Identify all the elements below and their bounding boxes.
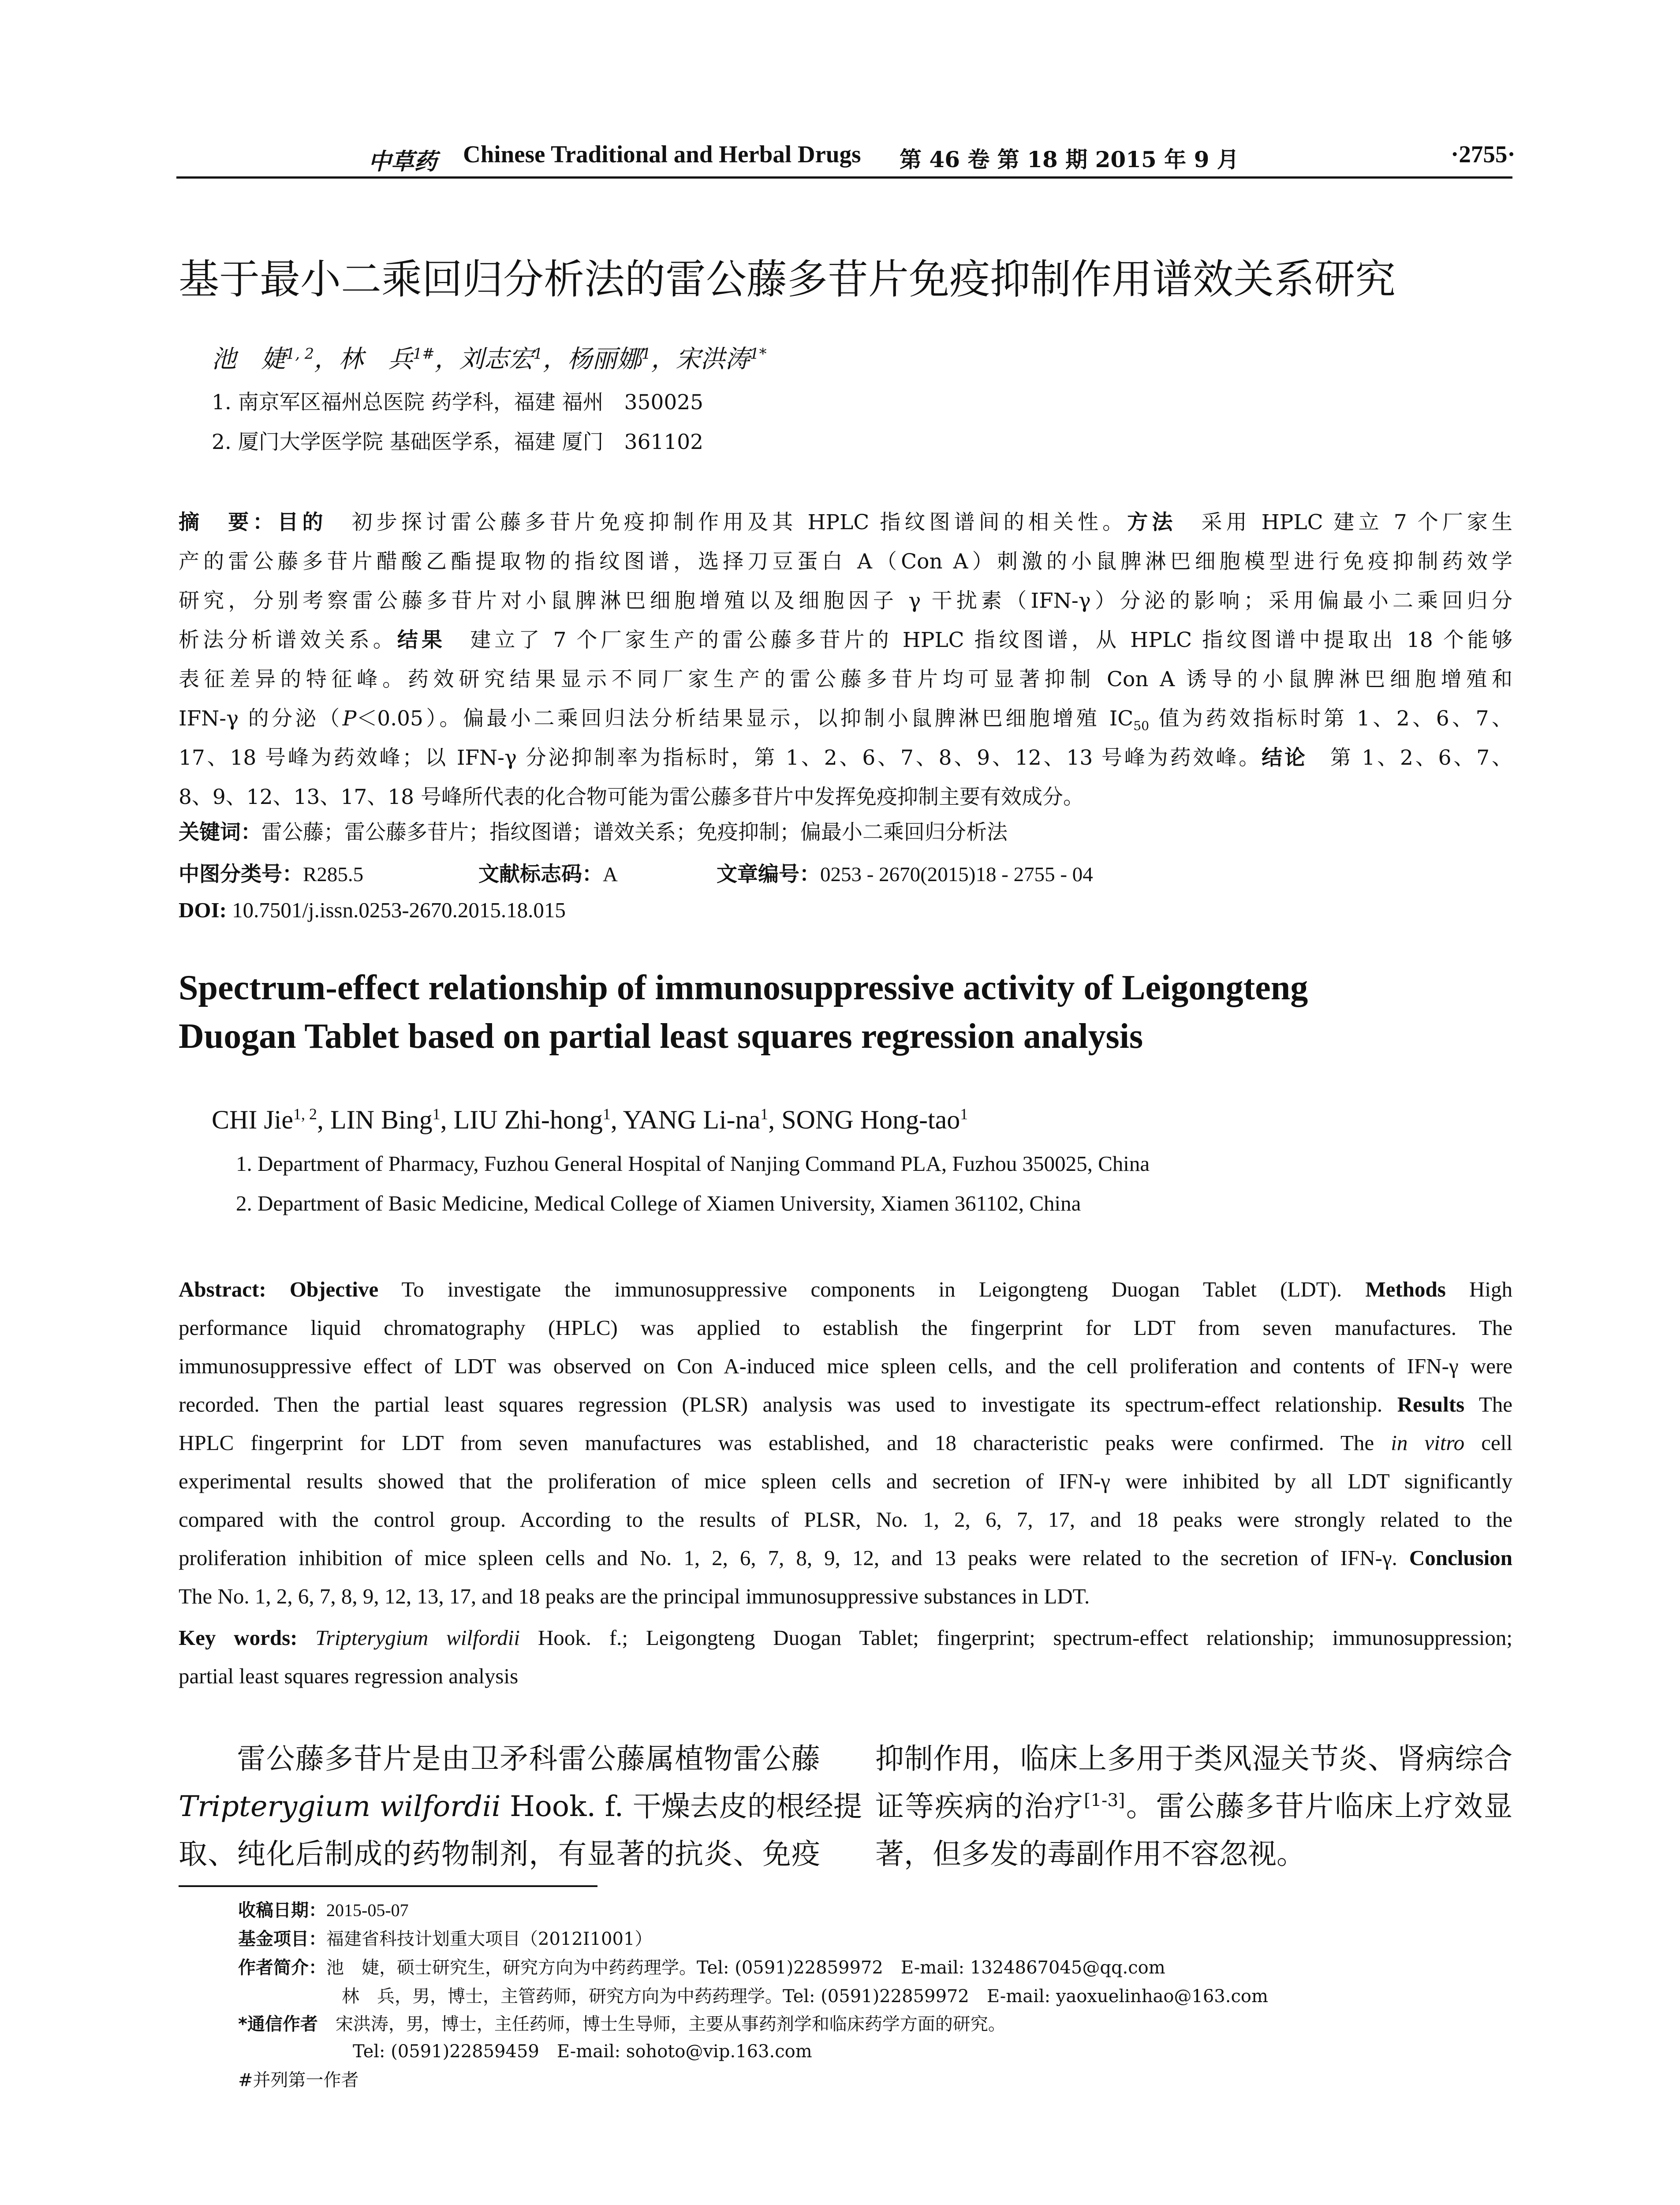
abstract-cn-line — [179, 738, 1512, 777]
author-affiliation-marker: 1 — [432, 1105, 441, 1123]
author-separator: , — [768, 1105, 782, 1134]
author-name: 杨丽娜 — [567, 345, 642, 374]
author-affiliation-marker: 1 — [533, 345, 543, 363]
header-rule — [176, 176, 1512, 179]
abstract-en-line — [179, 1385, 1512, 1424]
abstract-en-line — [179, 1308, 1512, 1347]
abstract-en — [179, 1270, 1512, 1615]
abstract-en-segment: Results — [1397, 1392, 1465, 1416]
author-separator: , — [440, 1105, 454, 1134]
abstract-cn-segment: 第 1、2、6、7、 — [1330, 746, 1512, 770]
doc-code-field — [478, 858, 618, 887]
author-affiliation-marker: 1 — [960, 1105, 968, 1123]
author-intro-label: 作者简介： — [238, 1958, 326, 1978]
abstract-cn-segment: 研究，分别考察雷公藤多苷片对小鼠脾淋巴细胞增殖以及细胞因子 γ 干扰素（IFN-γ）分泌的影响；采用偏最小二乘回归分 — [179, 589, 1512, 613]
classification-row — [179, 858, 1501, 884]
footnote-corresponding — [238, 2010, 1006, 2035]
footnote-co-first-author: #并列第一作者 — [238, 2070, 359, 2090]
author-name: CHI Jie — [212, 1105, 293, 1134]
doc-code-value: A — [603, 863, 618, 886]
running-header — [0, 140, 1680, 180]
clc-label: 中图分类号： — [179, 862, 303, 886]
abstract-cn-segment: 50 — [1133, 718, 1150, 733]
body-right-segment: 证等疾病的治疗 — [875, 1790, 1084, 1823]
author-affiliation-marker: 1 — [760, 1105, 769, 1123]
abstract-en-segment: Conclusion — [1409, 1546, 1512, 1570]
abstract-cn-segment: 结论 — [1262, 746, 1330, 770]
journal-name-en: Chinese Traditional and Herbal Drugs — [463, 141, 861, 168]
abstract-en-line — [179, 1500, 1512, 1539]
body-right-segment: 。雷公藤多苷片临床上疗效显 — [1125, 1790, 1512, 1823]
body-left-segment: 取、纯化后制成的药物制剂，有显著的抗炎、免疫 — [179, 1838, 820, 1871]
author-name: 宋洪涛 — [676, 345, 750, 374]
abstract-cn-segment: 方法 — [1127, 510, 1202, 534]
abstract-en-line — [179, 1347, 1512, 1385]
author-separator: ， — [434, 345, 459, 374]
author-affiliation-marker: 1, 2 — [286, 345, 314, 363]
abstract-en-segment: The — [1464, 1392, 1513, 1416]
article-number-field — [717, 858, 1093, 887]
keywords-en-segment: Hook. f.; Leigongteng Duogan Tablet; fingerprint; spectrum-effect relationship; immunosuppression; — [520, 1626, 1512, 1650]
author-affiliation-marker: 1* — [750, 345, 767, 363]
abstract-cn-line — [179, 581, 1512, 620]
abstract-en-segment: The No. 1, 2, 6, 7, 8, 9, 12, 13, 17, and 18 peaks are the principal immunosuppressive substances in LDT. — [179, 1584, 1090, 1608]
fund-text: 福建省科技计划重大项目（2012I1001） — [326, 1929, 653, 1949]
abstract-cn-segment: 结果 — [397, 628, 470, 652]
body-right-segment: 抑制作用，临床上多用于类风湿关节炎、肾病综合 — [875, 1742, 1512, 1775]
author-name: SONG Hong-tao — [781, 1105, 960, 1134]
abstract-en-segment: Methods — [1365, 1277, 1446, 1301]
body-right-segment: 著，但多发的毒副作用不容忽视。 — [875, 1838, 1306, 1871]
abstract-en-segment: experimental results showed that the proliferation of mice spleen cells and secretion of IFN-γ were inhibited by all LDT significantly — [179, 1469, 1512, 1493]
author-affiliation-marker: 1 — [641, 345, 651, 363]
body-left-segment: Tripterygium wilfordii — [179, 1790, 501, 1823]
abstract-cn-segment: P — [342, 706, 357, 731]
abstract-en-segment: HPLC fingerprint for LDT from seven manufactures was established, and 18 characteristic peaks were confirmed. The — [179, 1431, 1391, 1455]
footnote-fund — [238, 1925, 652, 1950]
abstract-cn-line — [179, 660, 1512, 699]
body-left-segment: Hook. f. 干燥去皮的根经提 — [500, 1790, 862, 1823]
body-left-segment: 雷公藤多苷片是由卫矛科雷公藤属植物雷公藤 — [179, 1742, 820, 1775]
abstract-cn-line — [179, 542, 1512, 581]
abstract-en-segment: in vitro — [1391, 1431, 1465, 1455]
article-number-value: 0253 - 2670(2015)18 - 2755 - 04 — [820, 863, 1093, 886]
abstract-en-segment: recorded. Then the partial least squares regression (PLSR) analysis was used to investigate its spectrum-effect relationship. — [179, 1392, 1397, 1416]
clc-value: R285.5 — [303, 863, 364, 886]
abstract-cn-segment: 析法分析谱效关系。 — [179, 628, 397, 652]
received-label: 收稿日期： — [238, 1900, 326, 1921]
abstract-cn-segment: 表征差异的特征峰。药效研究结果显示不同厂家生产的雷公藤多苷片均可显著抑制 Con A 诱导的小鼠脾淋巴细胞增殖和 — [179, 667, 1512, 691]
received-date: 2015-05-07 — [326, 1900, 409, 1920]
keywords-en-line — [179, 1618, 1512, 1657]
affiliation-cn-2: 2. 厦门大学医学院 基础医学系，福建 厦门 361102 — [212, 430, 704, 454]
doc-code-label: 文献标志码： — [478, 862, 603, 886]
abstract-en-segment: immunosuppressive effect of LDT was observed on Con A-induced mice spleen cells, and the cell proliferation and contents of IFN-γ were — [179, 1354, 1512, 1378]
keywords-en-segment: partial least squares regression analysis — [179, 1664, 519, 1688]
footnote-rule — [179, 1885, 597, 1887]
abstract-en-line — [179, 1539, 1512, 1577]
abstract-en-line — [179, 1424, 1512, 1462]
body-column-left — [179, 1735, 862, 1878]
journal-name-cn: 中草药 — [368, 148, 437, 175]
keywords-en — [179, 1618, 1512, 1695]
keywords-cn-text: 雷公藤；雷公藤多苷片；指纹图谱；谱效关系；免疫抑制；偏最小二乘回归分析法 — [261, 820, 1008, 845]
body-left-line — [179, 1735, 820, 1783]
page-number: ·2755· — [1451, 141, 1516, 168]
keywords-en-line — [179, 1657, 1512, 1695]
abstract-cn-segment: 8、9、12、13、17、18 号峰所代表的化合物可能为雷公藤多苷片中发挥免疫抑制主要有效成分。 — [179, 785, 1084, 809]
body-right-line — [875, 1735, 1512, 1783]
abstract-en-line — [179, 1462, 1512, 1500]
issue-info: 第 46 卷 第 18 期 2015 年 9 月 — [900, 146, 1239, 172]
body-column-right — [875, 1735, 1512, 1878]
doi — [179, 897, 566, 923]
authors-en — [212, 1105, 968, 1135]
abstract-cn-line — [179, 503, 1512, 542]
body-right-line — [875, 1783, 1512, 1831]
author-name: LIN Bing — [330, 1105, 433, 1134]
body-right-line — [875, 1831, 1512, 1878]
abstract-en-segment: cell — [1464, 1431, 1513, 1455]
author-separator: ， — [651, 345, 676, 374]
abstract-cn-line — [179, 620, 1512, 660]
author-name: 池 婕 — [212, 345, 286, 374]
keywords-en-segment: Key words: — [179, 1626, 316, 1650]
abstract-cn-segment: 值为药效指标时第 1、2、6、7、 — [1149, 706, 1512, 731]
abstract-cn-segment: 采用 HPLC 建立 7 个厂家生 — [1201, 510, 1513, 534]
author-name: 林 兵 — [339, 345, 413, 374]
abstract-cn-label: 摘 要： — [179, 510, 278, 534]
body-left-line — [179, 1831, 820, 1878]
abstract-en-segment: performance liquid chromatography (HPLC) was applied to establish the fingerprint for LDT from seven manufactures. The — [179, 1316, 1512, 1340]
footnote-corresponding-contact: Tel: (0591)22859459 E-mail: sohoto@vip.163.com — [353, 2041, 812, 2062]
doi-value: 10.7501/j.issn.0253-2670.2015.18.015 — [232, 898, 566, 922]
abstract-cn-line — [179, 777, 1512, 817]
abstract-cn-segment: 初步探讨雷公藤多苷片免疫抑制作用及其 HPLC 指纹图谱间的相关性。 — [351, 510, 1127, 534]
clc-field — [179, 858, 363, 887]
author-separator: , — [610, 1105, 623, 1134]
abstract-en-segment: To investigate the immunosuppressive components in Leigongteng Duogan Tablet (LDT). — [378, 1277, 1366, 1301]
body-left-line — [179, 1783, 862, 1831]
author-name: LIU Zhi-hong — [453, 1105, 603, 1134]
author-separator: ， — [314, 345, 339, 374]
keywords-en-segment: Tripterygium wilfordii — [315, 1626, 520, 1650]
abstract-cn-segment: 17、18 号峰为药效峰；以 IFN-γ 分泌抑制率为指标时，第 1、2、6、7、8、9、12、13 号峰为药效峰。 — [179, 746, 1262, 770]
abstract-en-segment: Abstract: Objective — [179, 1277, 379, 1301]
title-en-line-1: Spectrum-effect relationship of immunosuppressive activity of Leigongteng — [179, 968, 1308, 1007]
article-number-label: 文章编号： — [717, 862, 820, 886]
abstract-cn-segment: 产的雷公藤多苷片醋酸乙酯提取物的指纹图谱，选择刀豆蛋白 A（Con A）刺激的小鼠脾淋巴细胞模型进行免疫抑制药效学 — [179, 549, 1512, 574]
author-separator: ， — [542, 345, 567, 374]
abstract-cn-segment: IFN-γ 的分泌（ — [179, 706, 343, 731]
footnote-author-1 — [238, 1954, 1165, 1979]
abstract-cn-segment: 目的 — [277, 510, 352, 534]
abstract-cn-segment: 建立了 7 个厂家生产的雷公藤多苷片的 HPLC 指纹图谱，从 HPLC 指纹图谱中提取出 18 个能够 — [470, 628, 1513, 652]
title-cn: 基于最小二乘回归分析法的雷公藤多苷片免疫抑制作用谱效关系研究 — [179, 256, 1396, 303]
abstract-en-line — [179, 1270, 1512, 1308]
affiliation-en-1: 1. Department of Pharmacy, Fuzhou General Hospital of Nanjing Command PLA, Fuzhou 350025, China — [236, 1151, 1150, 1176]
abstract-cn — [179, 503, 1512, 817]
title-en-line-2: Duogan Tablet based on partial least squares regression analysis — [179, 1017, 1143, 1056]
abstract-en-segment: compared with the control group. According to the results of PLSR, No. 1, 2, 6, 7, 17, and 18 peaks were strongly related to the — [179, 1507, 1512, 1532]
body-right-segment: [1-3] — [1084, 1790, 1125, 1811]
footnote-author-2: 林 兵，男，博士，主管药师，研究方向为中药药理学。Tel: (0591)22859972 E-mail: yaoxuelinhao@163.com — [342, 1986, 1268, 2007]
author-affiliation-marker: 1 — [602, 1105, 611, 1123]
affiliation-cn-1: 1. 南京军区福州总医院 药学科，福建 福州 350025 — [212, 390, 704, 415]
corresponding-label: *通信作者 — [238, 2014, 318, 2034]
abstract-en-segment: High — [1445, 1277, 1513, 1301]
corresponding-text-1: 宋洪涛，男，博士，主任药师，博士生导师，主要从事药剂学和临床药学方面的研究。 — [335, 2014, 1006, 2034]
author-intro-1: 池 婕，硕士研究生，研究方向为中药药理学。Tel: (0591)22859972 E-mail: 1324867045@qq.com — [326, 1958, 1165, 1978]
abstract-en-line — [179, 1577, 1512, 1615]
fund-label: 基金项目： — [238, 1929, 326, 1949]
author-affiliation-marker: 1, 2 — [293, 1105, 317, 1123]
doi-label: DOI: — [179, 898, 227, 922]
author-separator: , — [317, 1105, 330, 1134]
abstract-cn-segment: ＜0.05）。偏最小二乘回归法分析结果显示，以抑制小鼠脾淋巴细胞增殖 IC — [356, 706, 1134, 731]
abstract-cn-line — [179, 699, 1512, 738]
affiliation-en-2: 2. Department of Basic Medicine, Medical College of Xiamen University, Xiamen 361102, China — [236, 1191, 1081, 1215]
author-affiliation-marker: 1# — [413, 345, 435, 363]
keywords-cn — [179, 816, 1008, 845]
author-name: YANG Li-na — [623, 1105, 761, 1134]
footnote-received — [238, 1896, 409, 1921]
author-name: 刘志宏 — [459, 345, 534, 374]
authors-cn — [212, 340, 766, 375]
abstract-en-segment: proliferation inhibition of mice spleen cells and No. 1, 2, 6, 7, 8, 9, 12, and 13 peaks were related to the secretion of IFN-γ. — [179, 1546, 1409, 1570]
keywords-cn-label: 关键词： — [179, 820, 261, 845]
